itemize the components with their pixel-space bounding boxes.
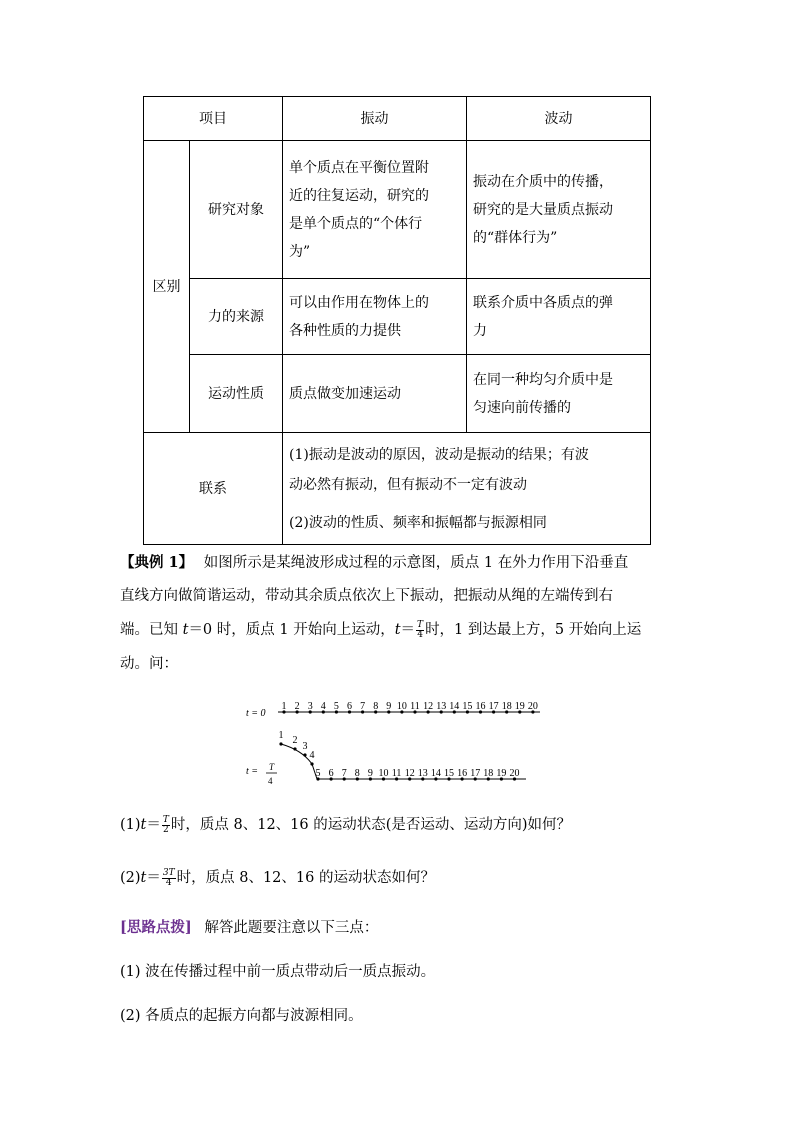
hint-tag: [思路点拨] (120, 919, 192, 936)
var-t: t (140, 817, 147, 833)
row1-point-label: 8 (373, 701, 379, 712)
cell-line: 联系介质中各质点的弹 (473, 294, 613, 311)
row1-point-label: 15 (462, 701, 473, 712)
cell-line: 单个质点在平衡位置附 (289, 159, 429, 176)
question-number: (2) (120, 870, 141, 886)
row1-point-label: 3 (307, 701, 313, 712)
fraction-t-over-2: $\frac{T}{2}$ (162, 814, 169, 835)
row1-point-label: 18 (501, 701, 512, 712)
wave-cell (467, 355, 651, 433)
header-item: 项目 (144, 97, 283, 141)
example-line: 直线方向做简谐运动，带动其余质点依次上下振动，把振动从绳的左端传到右 (120, 588, 613, 604)
row2-raised-point-label: 2 (292, 735, 298, 746)
question-text: 时，质点 8、12、16 的运动状态如何？ (176, 870, 435, 886)
example-text: 时，1 到达最上方，5 开始向上运 (425, 622, 642, 638)
row2-point-label: 16 (457, 768, 468, 779)
point-1: (1) 波在传播过程中前一质点带动后一质点振动。 (120, 964, 436, 980)
var-t: t (182, 622, 189, 638)
row2-point-label: 18 (483, 768, 494, 779)
row1-point-label: 10 (396, 701, 407, 712)
row2-raised-point-label: 4 (309, 750, 315, 761)
row2-raised-point (303, 753, 306, 756)
table-row (144, 355, 651, 433)
var-t: t (140, 870, 147, 886)
question-1 (120, 815, 571, 835)
row-label: 力的来源 (190, 279, 283, 355)
table-row (144, 279, 651, 355)
row2-point-label: 13 (417, 768, 428, 779)
fraction-3t-over-4: $\frac{3T}{4}$ (162, 867, 175, 888)
row2-point-label: 19 (496, 768, 507, 779)
header-wave: 波动 (467, 97, 651, 141)
row1-point-label: 16 (475, 701, 486, 712)
cell-line: 的“群体行为” (473, 229, 558, 246)
hint-text: 解答此题要注意以下三点： (204, 920, 379, 936)
row2-frac-den: 4 (268, 776, 273, 786)
cell-line: 力 (473, 322, 487, 339)
row2-point-label: 11 (391, 768, 402, 779)
header-vibration: 振动 (283, 97, 467, 141)
row2-point-label: 20 (509, 768, 520, 779)
comparison-table (143, 96, 651, 545)
vibration-cell (283, 141, 467, 279)
cell-line: 研究的是大量质点振动 (473, 201, 613, 218)
row2-point-label: 6 (328, 768, 334, 779)
row1-point-label: 7 (360, 701, 366, 712)
row-label: 运动性质 (190, 355, 283, 433)
row2-point-label: 17 (470, 768, 481, 779)
cell-line: 匀速向前传播的 (473, 399, 571, 416)
example-text: ＝ (400, 622, 416, 638)
row1-point-label: 2 (294, 701, 300, 712)
wave-cell (467, 279, 651, 355)
cell-line: (1)振动是波动的原因，波动是振动的结果；有波 (289, 446, 589, 463)
cell-line: 各种性质的力提供 (289, 322, 401, 339)
cell-line: 质点做变加速运动 (289, 385, 401, 402)
example-text: 如图所示是某绳波形成过程的示意图，质点 1 在外力作用下沿垂直 (203, 555, 629, 571)
question-text: 时，质点 8、12、16 的运动状态(是否运动、运动方向)如何？ (170, 817, 572, 833)
cell-line: 是单个质点的“个体行 (289, 215, 423, 232)
example-line (120, 553, 628, 573)
row2-label: t = (246, 766, 259, 777)
cell-line: 在同一种均匀介质中是 (473, 371, 613, 388)
row1-point-label: 19 (514, 701, 525, 712)
vibration-cell (283, 279, 467, 355)
row1-point-label: 13 (436, 701, 447, 712)
row2-raised-point-label: 3 (302, 741, 308, 752)
row2-point-label: 15 (444, 768, 454, 779)
equals-sign: ＝ (146, 870, 161, 886)
row1-point-label: 9 (386, 701, 392, 712)
row2-raised-point (310, 762, 313, 765)
hint-line (120, 918, 378, 938)
example-tag: 【典例 1】 (120, 554, 194, 571)
row2-raised-point (293, 747, 296, 750)
relation-label: 联系 (144, 433, 283, 545)
question-number: (1) (120, 817, 141, 833)
row1-label: t = 0 (246, 708, 266, 719)
cell-line: 为” (289, 243, 311, 260)
fraction-t-over-4: $\frac{T}{4}$ (417, 619, 424, 640)
vibration-cell (283, 355, 467, 433)
row2-point-label: 14 (430, 768, 441, 779)
relation-cell (283, 433, 651, 545)
row2-point-label: 7 (341, 768, 347, 779)
example-line (120, 620, 641, 640)
row2-raised-point (279, 742, 282, 745)
row1-point-label: 12 (423, 701, 434, 712)
row1-point-label: 6 (347, 701, 352, 712)
row-label: 研究对象 (190, 141, 283, 279)
point-2: (2) 各质点的起振方向都与波源相同。 (120, 1008, 363, 1024)
var-t: t (394, 622, 401, 638)
wave-cell (467, 141, 651, 279)
row2-point-label: 5 (315, 768, 321, 779)
question-2 (120, 868, 435, 888)
equals-sign: ＝ (146, 817, 161, 833)
row1-point-label: 5 (333, 701, 339, 712)
row2-point-label: 10 (378, 768, 389, 779)
cell-line: (2)波动的性质、频率和振幅都与振源相同 (289, 514, 547, 531)
row1-point-label: 4 (320, 701, 326, 712)
row2-raised-point-label: 1 (278, 730, 284, 741)
table-row (144, 433, 651, 545)
cell-line: 振动在介质中的传播， (473, 173, 613, 190)
row1-point-label: 17 (488, 701, 499, 712)
row2-frac-num: T (269, 762, 275, 772)
example-line: 动。问： (120, 656, 178, 672)
rope-wave-figure (240, 698, 560, 790)
example-text: 端。已知 (120, 622, 183, 638)
row1-point-label: 11 (410, 701, 420, 712)
distinction-label: 区别 (144, 141, 190, 433)
table-header-row (144, 97, 651, 141)
row1-point-label: 14 (449, 701, 460, 712)
table-row (144, 141, 651, 279)
row1-point-label: 1 (281, 701, 287, 712)
example-text: ＝0 时，质点 1 开始向上运动， (188, 622, 395, 638)
row2-point-label: 12 (404, 768, 415, 779)
row2-point-label: 9 (367, 768, 373, 779)
row2-point-label: 8 (354, 768, 360, 779)
row1-point-label: 20 (527, 701, 538, 712)
cell-line: 动必然有振动，但有振动不一定有波动 (289, 476, 527, 493)
row2-points (279, 730, 520, 781)
cell-line: 可以由作用在物体上的 (289, 294, 429, 311)
cell-line: 近的往复运动，研究的 (289, 187, 429, 204)
